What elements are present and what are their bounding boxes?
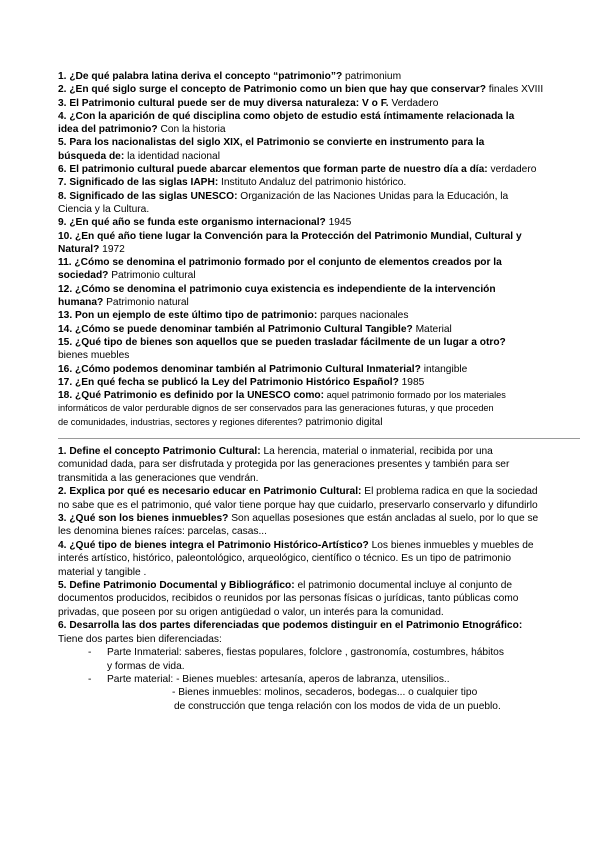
question-12-cont: humana? Patrimonio natural [58,297,189,309]
question-18-cont: informáticos de valor perdurable dignos de ser conservados para las generaciones futuras, y que proceden [58,403,494,414]
define-question-3-cont: les denomina bienes raíces: parcelas, casas... [58,526,267,538]
question-17: 17. ¿En qué fecha se publicó la Ley del Patrimonio Histórico Español? 1985 [58,376,425,388]
question-18-cont-2: de comunidades, industrias, sectores y regiones diferentes? patrimonio digital [58,416,383,428]
define-question-4-cont-2: material y tangible . [58,566,147,578]
section-divider [58,438,580,439]
questions-section-1 [58,70,588,429]
questions-section-2 [58,445,588,713]
question-4-cont: idea del patrimonio? Con la historia [58,124,226,136]
question-8-cont: Ciencia y la Cultura. [58,203,150,215]
question-8: 8. Significado de las siglas UNESCO: Organización de las Naciones Unidas para la Educación, la [58,190,509,202]
question-1: 1. ¿De qué palabra latina deriva el concepto “patrimonio”? patrimonium [58,71,402,82]
etnografico-list [58,646,588,713]
question-16: 16. ¿Cómo podemos denominar también al Patrimonio Cultural Inmaterial? intangible [58,363,468,375]
define-question-6-cont: Tiene dos partes bien diferenciadas: [58,633,222,645]
define-question-5-cont: documentos producidos, recibidos o reunidos por las personas físicas o jurídicas, tanto públicas como [58,593,519,605]
question-2: 2. ¿En qué siglo surge el concepto de Patrimonio como un bien que hay que conservar? finales XVIII [58,84,544,96]
question-5: 5. Para los nacionalistas del siglo XIX, el Patrimonio se convierte en instrumento para la [58,137,485,149]
define-question-5-cont-2: privadas, que poseen por su origen antigüedad o valor, un interés para la comunidad. [58,606,444,618]
document-page [58,70,588,713]
question-9: 9. ¿En qué año se funda este organismo internacional? 1945 [58,217,352,229]
list-item-material-inmuebles: - Bienes inmuebles: molinos, secaderos, bodegas... o cualquier tipo [172,687,478,699]
list-item-material: - Parte material: - Bienes muebles: artesanía, aperos de labranza, utensilios.. [88,673,450,685]
question-6: 6. El patrimonio cultural puede abarcar elementos que forman parte de nuestro día a día: verdadero [58,164,537,176]
list-item-material-inmuebles-cont: de construcción que tenga relación con los modos de vida de un pueblo. [174,700,501,712]
question-18: 18. ¿Qué Patrimonio es definido por la UNESCO como: aquel patrimonio formado por los materiales [58,390,506,402]
define-question-4-cont: interés artístico, histórico, paleontológico, arqueológico, científico o técnico. Es un tipo de patrimonio [58,553,512,565]
define-question-1: 1. Define el concepto Patrimonio Cultural: La herencia, material o inmaterial, recibida por una [58,446,493,458]
question-10: 10. ¿En qué año tiene lugar la Convención para la Protección del Patrimonio Mundial, Cultural y [58,230,522,242]
define-question-3: 3. ¿Qué son los bienes inmuebles? Son aquellas posesiones que están ancladas al suelo, por lo que se [58,513,539,525]
question-10-cont: Natural? 1972 [58,243,125,255]
list-bullet: - [88,647,92,659]
list-bullet: - [88,673,92,685]
question-14: 14. ¿Cómo se puede denominar también al Patrimonio Cultural Tangible? Material [58,323,452,335]
define-question-1-cont-2: transmitida a las generaciones que vendrán. [58,472,259,484]
define-question-1-cont: comunidad dada, para ser disfrutada y protegida por las generaciones presentes y también para ser [58,459,510,471]
question-3: 3. El Patrimonio cultural puede ser de muy diversa naturaleza: V o F. Verdadero [58,97,439,109]
question-5-cont: búsqueda de: la identidad nacional [58,150,220,162]
question-4: 4. ¿Con la aparición de qué disciplina como objeto de estudio está íntimamente relacionada la [58,110,515,122]
list-item-inmaterial: - Parte Inmaterial: saberes, fiestas populares, folclore , gastronomía, costumbres, hábitos [88,647,504,659]
define-question-5: 5. Define Patrimonio Documental y Bibliográfico: el patrimonio documental incluye al conjunto de [58,580,513,592]
question-11: 11. ¿Cómo se denomina el patrimonio formado por el conjunto de elementos creados por la [58,257,502,269]
question-13: 13. Pon un ejemplo de este último tipo de patrimonio: parques nacionales [58,310,409,322]
question-15: 15. ¿Qué tipo de bienes son aquellos que se pueden trasladar fácilmente de un lugar a otro? [58,336,506,348]
define-question-6: 6. Desarrolla las dos partes diferenciadas que podemos distinguir en el Patrimonio Etnográfico: [58,620,523,632]
define-question-4: 4. ¿Qué tipo de bienes integra el Patrimonio Histórico-Artístico? Los bienes inmuebles y muebles de [58,539,534,551]
question-7: 7. Significado de las siglas IAPH: Instituto Andaluz del patrimonio histórico. [58,177,407,189]
question-15-cont: bienes muebles [58,350,130,362]
define-question-2-cont: no sabe que es el patrimonio, qué valor tiene porque hay que cuidarlo, preservarlo conservarlo y difundirlo [58,499,538,511]
question-11-cont: sociedad? Patrimonio cultural [58,270,196,282]
question-12: 12. ¿Cómo se denomina el patrimonio cuya existencia es independiente de la intervención [58,283,496,295]
define-question-2: 2. Explica por qué es necesario educar en Patrimonio Cultural: El problema radica en que la sociedad [58,486,538,498]
list-item-inmaterial-cont: y formas de vida. [107,660,185,672]
